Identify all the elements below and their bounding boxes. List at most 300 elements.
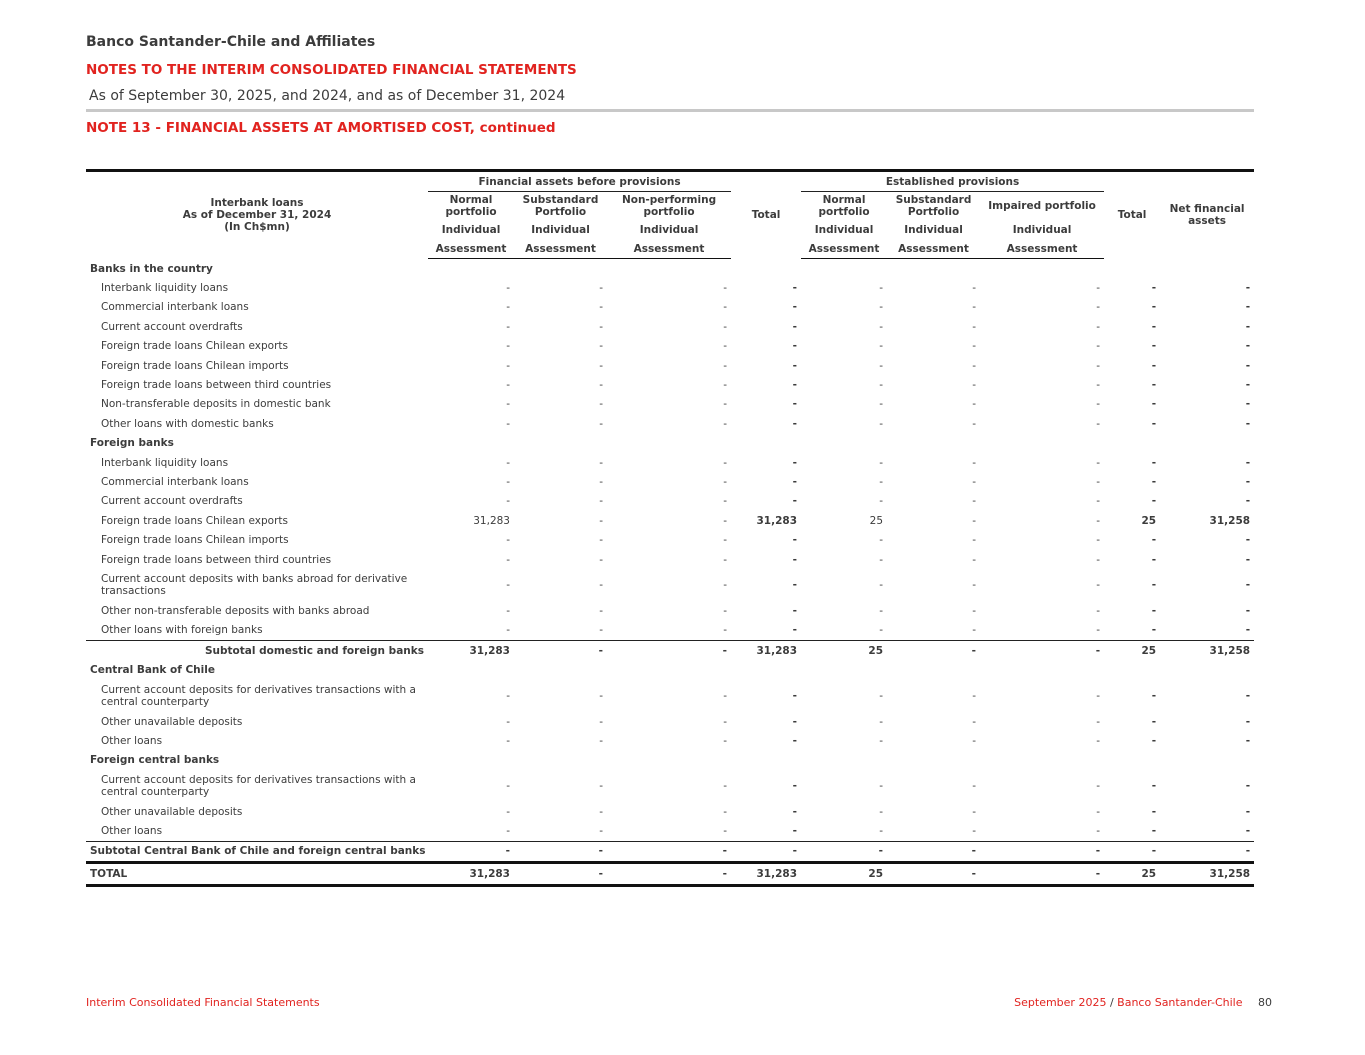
row-value: - xyxy=(1151,379,1157,392)
row-value: - xyxy=(879,475,884,488)
row-value: - xyxy=(599,825,603,838)
row-value: - xyxy=(607,641,731,661)
row-value: - xyxy=(1245,534,1251,547)
row-value: 31,283 xyxy=(756,514,798,527)
page-number: 80 xyxy=(1258,996,1272,1009)
as-of-date: As of September 30, 2025, and 2024, and as of December 31, 2024 xyxy=(89,88,566,104)
col-header-normal-prov: Normal portfolio xyxy=(818,194,870,218)
row-value: - xyxy=(506,805,510,818)
row-value: - xyxy=(1151,624,1157,637)
row-value: - xyxy=(506,495,510,508)
row-value: - xyxy=(506,379,510,392)
row-value: - xyxy=(599,534,603,547)
row-value: - xyxy=(887,863,980,885)
row-value: - xyxy=(723,534,728,547)
row-value: - xyxy=(1151,475,1157,488)
row-value: 31,258 xyxy=(1209,514,1251,527)
row-value: - xyxy=(599,805,603,818)
row-value: - xyxy=(980,863,1104,885)
row-value: - xyxy=(1245,340,1251,353)
row-value: - xyxy=(879,417,884,430)
row-value: 31,283 xyxy=(731,641,801,661)
row-value: - xyxy=(599,495,603,508)
row-value: - xyxy=(972,340,977,353)
row-value: - xyxy=(972,514,977,527)
row-value: - xyxy=(1151,734,1157,747)
row-label: Other loans with domestic banks xyxy=(101,417,274,430)
row-label: Foreign trade loans between third countries xyxy=(101,553,332,566)
table-row xyxy=(86,356,1254,375)
row-value: - xyxy=(723,514,728,527)
row-value: - xyxy=(1096,301,1101,314)
row-value: - xyxy=(792,282,798,295)
row-value: - xyxy=(972,398,977,411)
section-label: Foreign banks xyxy=(90,437,174,450)
row-value: - xyxy=(879,534,884,547)
row-value: - xyxy=(879,320,884,333)
row-label: Foreign trade loans Chilean imports xyxy=(101,534,289,547)
table-row xyxy=(86,680,1254,712)
row-label: Foreign trade loans Chilean imports xyxy=(101,359,289,372)
row-label: Subtotal domestic and foreign banks xyxy=(86,641,428,661)
row-value: - xyxy=(1245,379,1251,392)
row-value: - xyxy=(1151,282,1157,295)
row-value: - xyxy=(1245,825,1251,838)
row-value: - xyxy=(879,579,884,592)
table-row xyxy=(86,278,1254,297)
row-value: - xyxy=(1151,715,1157,728)
row-value: - xyxy=(879,779,884,792)
row-value: - xyxy=(1245,301,1251,314)
group-header-before-provisions: Financial assets before provisions xyxy=(428,171,731,192)
row-value: - xyxy=(980,641,1104,661)
row-value: - xyxy=(1096,359,1101,372)
row-value: - xyxy=(879,495,884,508)
sub-header-assessment: Assessment xyxy=(887,239,980,259)
row-value: 25 xyxy=(1141,514,1157,527)
sub-header-individual: Individual xyxy=(531,223,590,236)
row-value: - xyxy=(723,456,728,469)
row-value: - xyxy=(1245,624,1251,637)
row-value: - xyxy=(506,604,510,617)
row-value: 31,258 xyxy=(1160,863,1254,885)
row-label: Current account deposits for derivatives transactions with a central counterparty xyxy=(101,773,416,798)
row-value: - xyxy=(723,825,728,838)
row-value: 25 xyxy=(801,641,887,661)
row-value: - xyxy=(792,579,798,592)
section-label: Foreign central banks xyxy=(90,754,220,767)
footer-document-title: Interim Consolidated Financial Statements xyxy=(86,996,320,1009)
row-value: - xyxy=(506,715,510,728)
company-name: Banco Santander-Chile and Affiliates xyxy=(86,34,376,50)
interbank-loans-table xyxy=(86,169,1254,887)
row-value: - xyxy=(506,579,510,592)
row-value: - xyxy=(879,689,884,702)
row-value: - xyxy=(1096,825,1101,838)
row-value: - xyxy=(1096,456,1101,469)
row-value: - xyxy=(879,301,884,314)
row-value: - xyxy=(723,301,728,314)
row-label: Other loans xyxy=(101,734,163,747)
row-value: 25 xyxy=(801,863,887,885)
col-header-net-financial-assets: Net financial assets xyxy=(1160,171,1254,259)
row-value: - xyxy=(879,805,884,818)
row-value: - xyxy=(723,320,728,333)
row-value: - xyxy=(506,398,510,411)
row-label: Foreign trade loans Chilean exports xyxy=(101,514,288,527)
row-value: - xyxy=(607,863,731,885)
row-value: - xyxy=(506,689,510,702)
row-value: - xyxy=(1160,841,1254,862)
row-value: - xyxy=(1096,340,1101,353)
row-value: - xyxy=(792,379,798,392)
row-value: - xyxy=(723,604,728,617)
table-title-line-1: Interbank loans xyxy=(210,197,304,210)
row-value: - xyxy=(723,779,728,792)
table-row xyxy=(86,601,1254,620)
row-value: 31,283 xyxy=(731,863,801,885)
row-value: - xyxy=(879,825,884,838)
row-value: - xyxy=(887,641,980,661)
row-value: - xyxy=(1245,495,1251,508)
row-value: - xyxy=(1096,805,1101,818)
row-value: - xyxy=(792,320,798,333)
row-value: - xyxy=(792,734,798,747)
col-header-total-provisions: Total xyxy=(1104,171,1160,259)
row-label: Current account overdrafts xyxy=(101,320,243,333)
row-value: - xyxy=(506,417,510,430)
row-value: - xyxy=(792,715,798,728)
row-value: - xyxy=(879,734,884,747)
note-title: NOTE 13 - FINANCIAL ASSETS AT AMORTISED COST, continued xyxy=(86,120,556,136)
row-value: - xyxy=(1245,456,1251,469)
row-value: - xyxy=(723,282,728,295)
table-row xyxy=(86,337,1254,356)
sub-header-assessment: Assessment xyxy=(607,239,731,259)
sub-header-individual: Individual xyxy=(1012,223,1072,236)
row-value: - xyxy=(792,779,798,792)
row-value: - xyxy=(599,398,603,411)
col-header-total-gross: Total xyxy=(731,171,801,259)
row-value: - xyxy=(1151,456,1157,469)
row-value: - xyxy=(1245,417,1251,430)
row-value: - xyxy=(1151,553,1157,566)
row-value: - xyxy=(972,604,977,617)
row-value: - xyxy=(723,715,728,728)
row-label: Foreign trade loans between third countries xyxy=(101,379,332,392)
row-value: - xyxy=(1245,553,1251,566)
row-value: - xyxy=(792,604,798,617)
total-row xyxy=(86,863,1254,885)
row-value: - xyxy=(599,624,603,637)
section-header xyxy=(86,751,1254,770)
footer-separator: / xyxy=(1109,996,1114,1009)
section-header xyxy=(86,660,1254,679)
section-header xyxy=(86,434,1254,453)
row-value: - xyxy=(1151,417,1157,430)
section-header xyxy=(86,259,1254,279)
row-value: - xyxy=(1151,320,1157,333)
row-value: - xyxy=(1151,398,1157,411)
row-value: - xyxy=(599,282,603,295)
row-value: - xyxy=(599,514,603,527)
sub-header-individual: Individual xyxy=(441,223,501,236)
table-title-line-2: As of December 31, 2024 xyxy=(182,209,332,222)
row-value: - xyxy=(1096,417,1101,430)
section-label: Banks in the country xyxy=(90,262,213,275)
row-value: - xyxy=(1096,779,1101,792)
row-value: - xyxy=(792,534,798,547)
footer-right xyxy=(1014,996,1272,1009)
row-value: - xyxy=(792,398,798,411)
row-value: - xyxy=(599,456,603,469)
row-value: - xyxy=(599,359,603,372)
row-value: - xyxy=(599,301,603,314)
footer-date: September 2025 xyxy=(1014,996,1107,1009)
row-value: - xyxy=(1096,514,1101,527)
row-value: - xyxy=(879,282,884,295)
row-value: - xyxy=(506,282,510,295)
row-value: - xyxy=(972,301,977,314)
table-row xyxy=(86,414,1254,433)
table-row xyxy=(86,569,1254,601)
table-body xyxy=(86,259,1254,886)
row-value: - xyxy=(723,398,728,411)
row-value: - xyxy=(1245,715,1251,728)
row-value: - xyxy=(792,359,798,372)
row-value: - xyxy=(506,534,510,547)
row-value: - xyxy=(972,534,977,547)
row-value: - xyxy=(1151,359,1157,372)
row-value: - xyxy=(1096,398,1101,411)
row-value: - xyxy=(1245,604,1251,617)
col-header-impaired: Impaired portfolio xyxy=(988,200,1096,212)
row-value: - xyxy=(599,320,603,333)
sub-header-assessment: Assessment xyxy=(514,239,607,259)
table-row xyxy=(86,550,1254,569)
row-value: - xyxy=(980,841,1104,862)
row-value: - xyxy=(723,359,728,372)
row-value: - xyxy=(514,863,607,885)
row-value: - xyxy=(723,417,728,430)
row-value: - xyxy=(599,553,603,566)
col-header-substandard-prov: Substandard Portfolio xyxy=(895,194,972,218)
row-value: - xyxy=(1096,534,1101,547)
row-value: - xyxy=(887,841,980,862)
row-label: Current account overdrafts xyxy=(101,495,243,508)
row-value: - xyxy=(879,715,884,728)
row-value: - xyxy=(1096,320,1101,333)
row-value: - xyxy=(972,553,977,566)
row-value: - xyxy=(972,417,977,430)
col-header-non-performing: Non-performing portfolio xyxy=(621,194,717,218)
row-value: - xyxy=(792,495,798,508)
sub-header-assessment: Assessment xyxy=(428,239,514,259)
row-value: - xyxy=(607,841,731,862)
table-row xyxy=(86,731,1254,750)
row-value: - xyxy=(1096,624,1101,637)
row-value: - xyxy=(514,841,607,862)
row-value: - xyxy=(723,734,728,747)
row-value: - xyxy=(879,604,884,617)
row-value: - xyxy=(506,475,510,488)
row-value: - xyxy=(1245,320,1251,333)
row-value: - xyxy=(792,825,798,838)
row-value: - xyxy=(506,553,510,566)
row-value: - xyxy=(972,779,977,792)
sub-header-assessment: Assessment xyxy=(980,239,1104,259)
row-value: - xyxy=(972,320,977,333)
row-value: - xyxy=(879,456,884,469)
row-value: - xyxy=(514,641,607,661)
row-value: - xyxy=(972,359,977,372)
table-row xyxy=(86,621,1254,641)
row-label: Current account deposits with banks abroad for derivative transactions xyxy=(101,573,408,598)
row-value: - xyxy=(506,734,510,747)
row-value: - xyxy=(723,579,728,592)
row-label: Foreign trade loans Chilean exports xyxy=(101,340,288,353)
row-value: - xyxy=(723,495,728,508)
row-value: - xyxy=(599,689,603,702)
row-value: - xyxy=(972,715,977,728)
row-value: - xyxy=(1245,805,1251,818)
col-header-normal: Normal portfolio xyxy=(445,194,497,218)
row-value: 31,283 xyxy=(428,863,514,885)
row-value: - xyxy=(506,359,510,372)
row-value: - xyxy=(723,379,728,392)
row-label: TOTAL xyxy=(86,863,428,885)
row-value: - xyxy=(731,841,801,862)
table-row xyxy=(86,317,1254,336)
row-value: - xyxy=(506,456,510,469)
row-value: - xyxy=(792,553,798,566)
row-value: - xyxy=(879,379,884,392)
row-value: 31,283 xyxy=(428,641,514,661)
row-value: - xyxy=(1096,715,1101,728)
table-row xyxy=(86,511,1254,530)
row-value: - xyxy=(506,779,510,792)
row-value: - xyxy=(1096,495,1101,508)
row-label: Other loans xyxy=(101,825,163,838)
row-value: - xyxy=(972,734,977,747)
row-value: - xyxy=(723,805,728,818)
row-label: Non-transferable deposits in domestic bank xyxy=(101,398,331,411)
table-row xyxy=(86,530,1254,549)
row-label: Commercial interbank loans xyxy=(101,475,249,488)
row-label: Other loans with foreign banks xyxy=(101,624,263,637)
row-label: Interbank liquidity loans xyxy=(101,456,229,469)
row-value: - xyxy=(1104,841,1160,862)
row-value: - xyxy=(506,301,510,314)
table-row xyxy=(86,712,1254,731)
section-label: Central Bank of Chile xyxy=(90,664,215,677)
row-value: - xyxy=(972,624,977,637)
row-value: - xyxy=(792,301,798,314)
row-value: - xyxy=(723,340,728,353)
row-value: - xyxy=(1096,604,1101,617)
row-value: 31,283 xyxy=(473,514,510,527)
footer-bank: Banco Santander-Chile xyxy=(1117,996,1243,1009)
row-value: - xyxy=(1151,825,1157,838)
row-value: - xyxy=(972,579,977,592)
row-value: - xyxy=(599,715,603,728)
row-value: - xyxy=(792,456,798,469)
row-label: Current account deposits for derivatives transactions with a central counterparty xyxy=(101,683,416,708)
group-header-established-provisions: Established provisions xyxy=(801,171,1104,192)
row-value: - xyxy=(1245,579,1251,592)
row-value: - xyxy=(599,779,603,792)
table-row xyxy=(86,395,1254,414)
row-value: - xyxy=(1245,359,1251,372)
row-value: - xyxy=(599,604,603,617)
table-title xyxy=(86,171,428,259)
row-value: - xyxy=(506,320,510,333)
row-label: Interbank liquidity loans xyxy=(101,282,229,295)
row-value: - xyxy=(879,624,884,637)
sub-header-individual: Individual xyxy=(904,223,963,236)
row-value: 25 xyxy=(1104,641,1160,661)
row-value: - xyxy=(1096,475,1101,488)
row-label: Other non-transferable deposits with banks abroad xyxy=(101,604,370,617)
row-value: - xyxy=(1096,579,1101,592)
row-value: - xyxy=(792,624,798,637)
row-value: - xyxy=(792,689,798,702)
row-value: 31,258 xyxy=(1160,641,1254,661)
table-row xyxy=(86,298,1254,317)
row-value: - xyxy=(506,340,510,353)
row-value: - xyxy=(972,379,977,392)
row-value: - xyxy=(1151,495,1157,508)
row-value: - xyxy=(1245,734,1251,747)
subtotal-row xyxy=(86,841,1254,862)
row-value: - xyxy=(1151,604,1157,617)
row-value: - xyxy=(1151,579,1157,592)
sub-header-individual: Individual xyxy=(639,223,699,236)
row-value: 25 xyxy=(869,514,884,527)
row-value: - xyxy=(1151,340,1157,353)
row-value: - xyxy=(792,340,798,353)
row-value: - xyxy=(428,841,514,862)
row-label: Commercial interbank loans xyxy=(101,301,249,314)
table-title-line-3: (In Ch$mn) xyxy=(224,221,290,234)
subtotal-row xyxy=(86,641,1254,661)
row-value: - xyxy=(1096,282,1101,295)
table-row xyxy=(86,821,1254,841)
row-value: - xyxy=(723,624,728,637)
row-value: - xyxy=(599,579,603,592)
row-value: - xyxy=(1245,282,1251,295)
row-value: - xyxy=(599,417,603,430)
row-value: - xyxy=(879,359,884,372)
table-row xyxy=(86,770,1254,802)
table-row xyxy=(86,375,1254,394)
row-value: - xyxy=(1151,301,1157,314)
row-value: - xyxy=(972,689,977,702)
row-value: - xyxy=(879,340,884,353)
row-value: - xyxy=(972,282,977,295)
table-row xyxy=(86,492,1254,511)
row-value: - xyxy=(723,475,728,488)
row-value: - xyxy=(972,495,977,508)
row-value: - xyxy=(1245,398,1251,411)
row-value: - xyxy=(599,475,603,488)
row-value: - xyxy=(1151,805,1157,818)
row-value: - xyxy=(1151,689,1157,702)
table-row xyxy=(86,453,1254,472)
table-row xyxy=(86,472,1254,491)
row-value: - xyxy=(972,805,977,818)
row-value: - xyxy=(723,553,728,566)
